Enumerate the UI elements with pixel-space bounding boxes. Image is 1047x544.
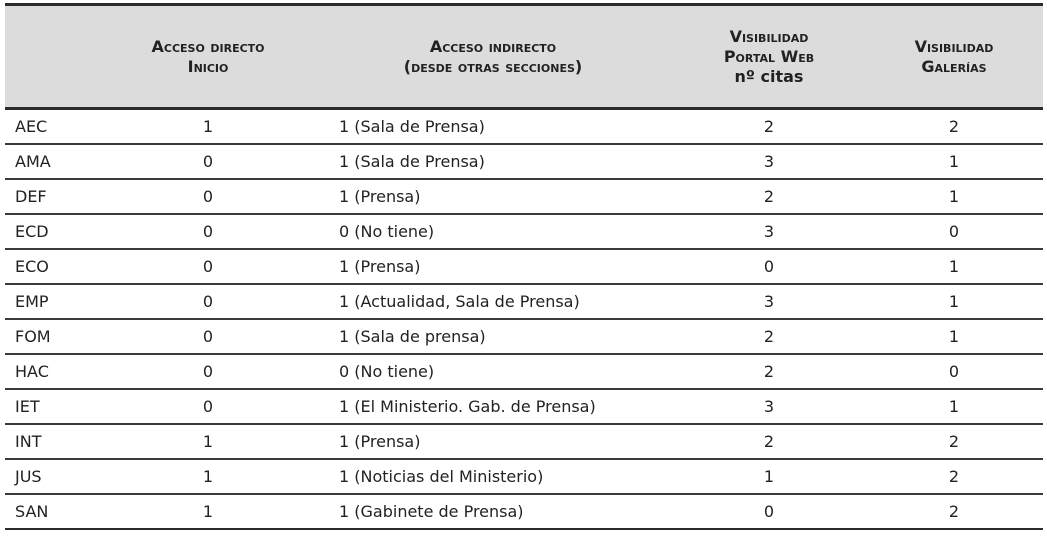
- cell-ministry: AMA: [5, 144, 103, 179]
- header-line: Portal Web: [723, 46, 815, 66]
- table-row: [5, 424, 1043, 459]
- cell-direct-access: 1: [103, 109, 313, 145]
- table-row: [5, 249, 1043, 284]
- cell-portal-citations: 0: [673, 249, 865, 284]
- cell-portal-citations: 3: [673, 389, 865, 424]
- table-row: [5, 109, 1043, 145]
- header-line: Inicio: [187, 56, 229, 76]
- cell-ministry: ECD: [5, 214, 103, 249]
- cell-gallery-visibility: 2: [865, 109, 1043, 145]
- table-row: [5, 284, 1043, 319]
- cell-direct-access: 0: [103, 144, 313, 179]
- header-cell-ministry: [5, 6, 103, 109]
- cell-direct-access: 1: [103, 459, 313, 494]
- cell-indirect-access: 1 (Prensa): [313, 179, 673, 214]
- cell-portal-citations: 3: [673, 284, 865, 319]
- cell-gallery-visibility: 1: [865, 319, 1043, 354]
- cell-ministry: ECO: [5, 249, 103, 284]
- cell-indirect-access: 1 (Sala de Prensa): [313, 144, 673, 179]
- table-body: [5, 109, 1043, 530]
- cell-portal-citations: 2: [673, 424, 865, 459]
- cell-ministry: HAC: [5, 354, 103, 389]
- table-row: [5, 319, 1043, 354]
- cell-gallery-visibility: 1: [865, 389, 1043, 424]
- header-line: Acceso indirecto: [429, 36, 557, 56]
- cell-direct-access: 0: [103, 284, 313, 319]
- data-table-container: [5, 3, 1043, 530]
- table-row: [5, 214, 1043, 249]
- cell-indirect-access: 1 (Prensa): [313, 249, 673, 284]
- cell-direct-access: 0: [103, 214, 313, 249]
- header-line: (desde otras secciones): [403, 56, 583, 76]
- cell-ministry: EMP: [5, 284, 103, 319]
- cell-indirect-access: 0 (No tiene): [313, 214, 673, 249]
- header-cell-direct-access: [103, 6, 313, 109]
- table-row: [5, 494, 1043, 529]
- cell-direct-access: 1: [103, 424, 313, 459]
- cell-indirect-access: 0 (No tiene): [313, 354, 673, 389]
- cell-indirect-access: 1 (Gabinete de Prensa): [313, 494, 673, 529]
- cell-direct-access: 0: [103, 354, 313, 389]
- table-row: [5, 389, 1043, 424]
- header-row: [5, 6, 1043, 109]
- cell-gallery-visibility: 2: [865, 494, 1043, 529]
- cell-portal-citations: 3: [673, 144, 865, 179]
- cell-gallery-visibility: 0: [865, 354, 1043, 389]
- cell-gallery-visibility: 0: [865, 214, 1043, 249]
- cell-portal-citations: 2: [673, 354, 865, 389]
- cell-gallery-visibility: 1: [865, 249, 1043, 284]
- cell-indirect-access: 1 (Sala de prensa): [313, 319, 673, 354]
- cell-gallery-visibility: 1: [865, 144, 1043, 179]
- cell-indirect-access: 1 (Actualidad, Sala de Prensa): [313, 284, 673, 319]
- cell-portal-citations: 3: [673, 214, 865, 249]
- cell-ministry: INT: [5, 424, 103, 459]
- cell-gallery-visibility: 2: [865, 424, 1043, 459]
- table-row: [5, 354, 1043, 389]
- cell-direct-access: 0: [103, 319, 313, 354]
- header-cell-indirect-access: [313, 6, 673, 109]
- table-row: [5, 179, 1043, 214]
- cell-ministry: IET: [5, 389, 103, 424]
- cell-direct-access: 1: [103, 494, 313, 529]
- cell-indirect-access: 1 (El Ministerio. Gab. de Prensa): [313, 389, 673, 424]
- cell-portal-citations: 1: [673, 459, 865, 494]
- cell-ministry: FOM: [5, 319, 103, 354]
- table-row: [5, 144, 1043, 179]
- cell-gallery-visibility: 1: [865, 179, 1043, 214]
- cell-portal-citations: 2: [673, 179, 865, 214]
- cell-gallery-visibility: 2: [865, 459, 1043, 494]
- data-table: [5, 6, 1043, 530]
- cell-ministry: AEC: [5, 109, 103, 145]
- table-row: [5, 459, 1043, 494]
- header-line: Visibilidad: [914, 36, 994, 56]
- cell-portal-citations: 2: [673, 319, 865, 354]
- cell-gallery-visibility: 1: [865, 284, 1043, 319]
- cell-direct-access: 0: [103, 179, 313, 214]
- cell-ministry: JUS: [5, 459, 103, 494]
- header-cell-gallery-visibility: [865, 6, 1043, 109]
- header-line: Galerías: [921, 56, 987, 76]
- cell-ministry: SAN: [5, 494, 103, 529]
- cell-indirect-access: 1 (Noticias del Ministerio): [313, 459, 673, 494]
- cell-indirect-access: 1 (Prensa): [313, 424, 673, 459]
- cell-direct-access: 0: [103, 249, 313, 284]
- header-line: Acceso directo: [151, 36, 265, 56]
- cell-portal-citations: 2: [673, 109, 865, 145]
- cell-ministry: DEF: [5, 179, 103, 214]
- table-header: [5, 6, 1043, 109]
- header-cell-portal-visibility: [673, 6, 865, 109]
- header-line: nº citas: [734, 66, 804, 86]
- cell-indirect-access: 1 (Sala de Prensa): [313, 109, 673, 145]
- cell-direct-access: 0: [103, 389, 313, 424]
- cell-portal-citations: 0: [673, 494, 865, 529]
- header-line: Visibilidad: [729, 26, 809, 46]
